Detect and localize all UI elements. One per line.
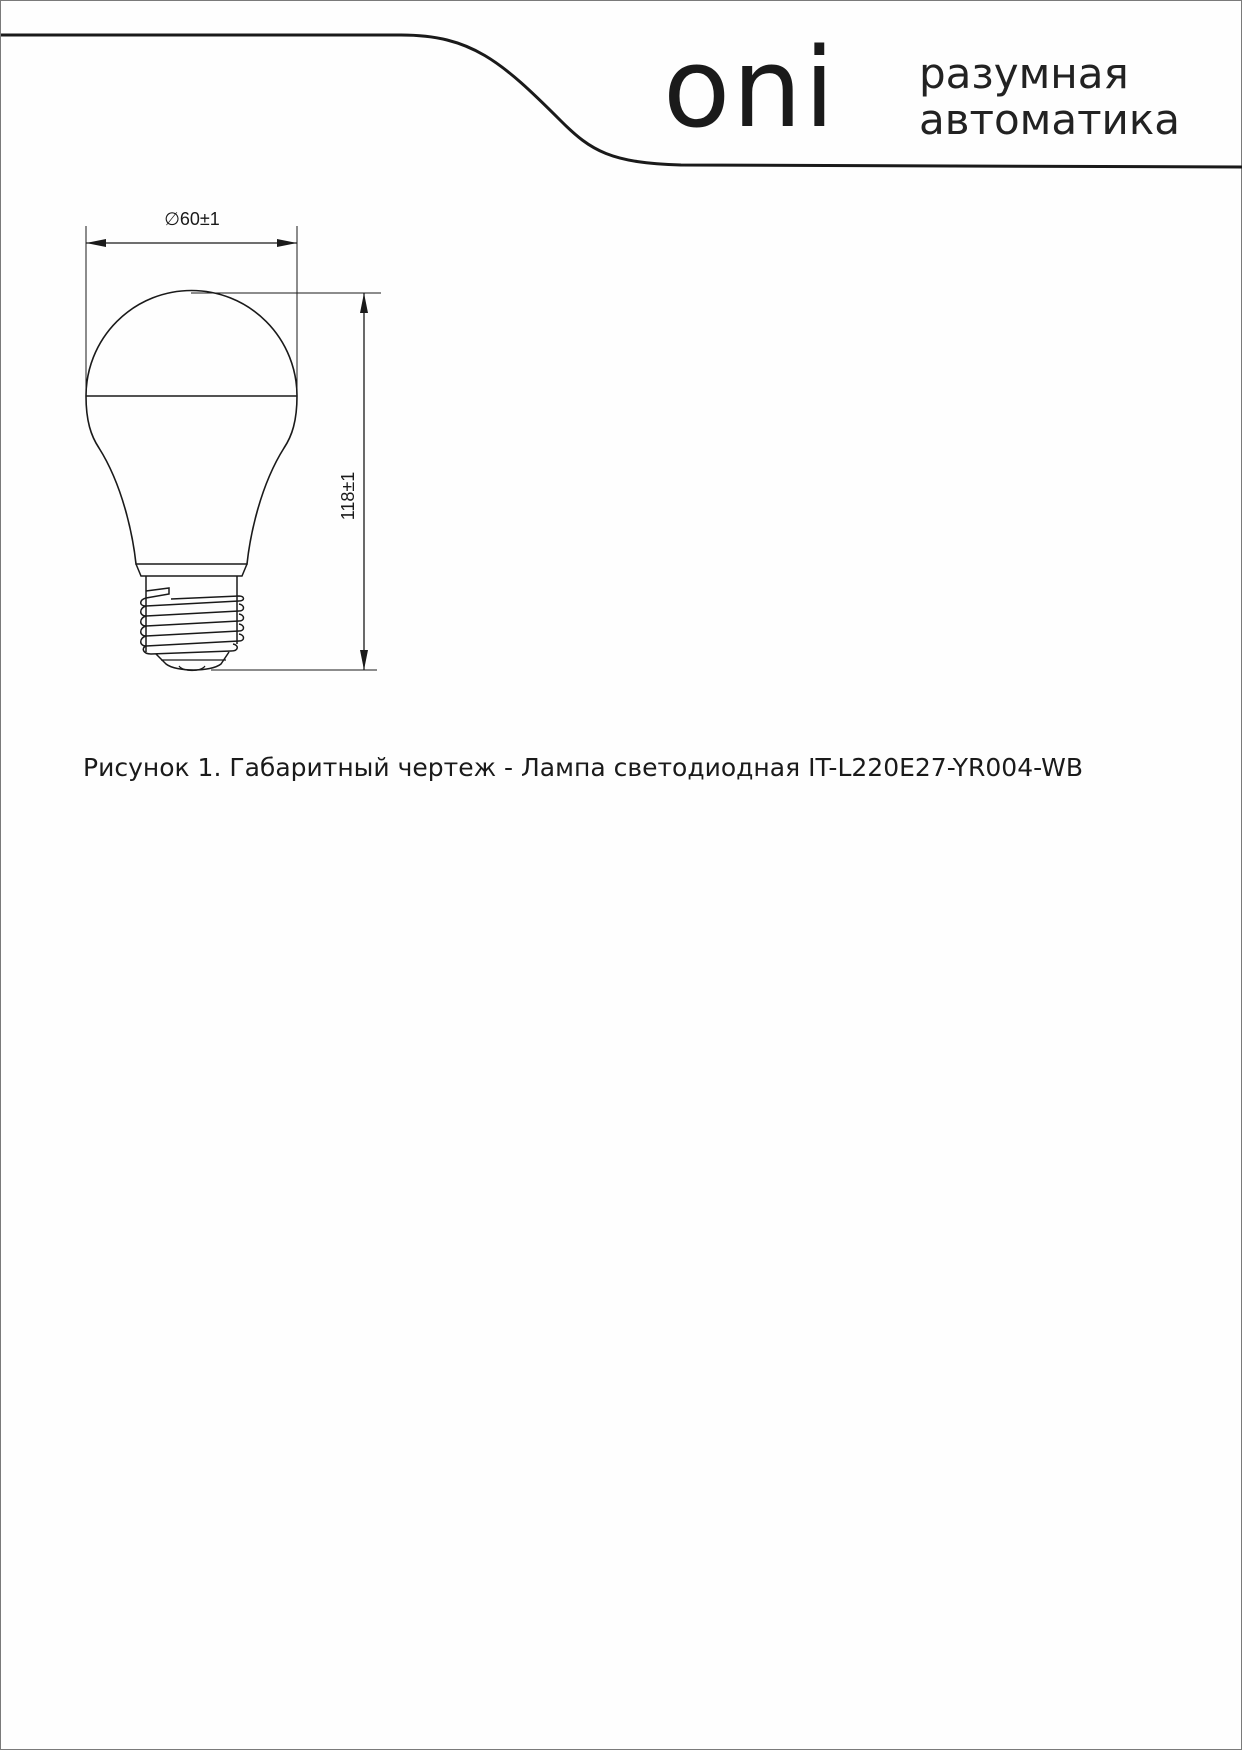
base-contact-tip xyxy=(156,652,229,670)
tagline-line-2: автоматика xyxy=(919,95,1180,144)
lamp-dimension-drawing xyxy=(61,196,401,686)
bulb-dome xyxy=(86,291,297,397)
height-arrow-bottom xyxy=(360,650,368,670)
height-arrow-top xyxy=(360,293,368,313)
figure-caption: Рисунок 1. Габаритный чертеж - Лампа светодиодная IT-L220E27-YR004-WB xyxy=(83,753,1083,782)
diameter-arrow-left xyxy=(86,239,106,247)
screw-base-thread xyxy=(141,588,244,654)
brand-tagline xyxy=(919,51,1180,143)
height-label: 118±1 xyxy=(338,471,358,521)
bulb-collar xyxy=(136,564,247,576)
brand-logo: oni xyxy=(663,24,837,152)
tagline-line-1: разумная xyxy=(919,49,1129,98)
bulb-neck xyxy=(86,396,297,564)
diameter-arrow-right xyxy=(277,239,297,247)
diameter-label: ∅60±1 xyxy=(164,209,220,229)
